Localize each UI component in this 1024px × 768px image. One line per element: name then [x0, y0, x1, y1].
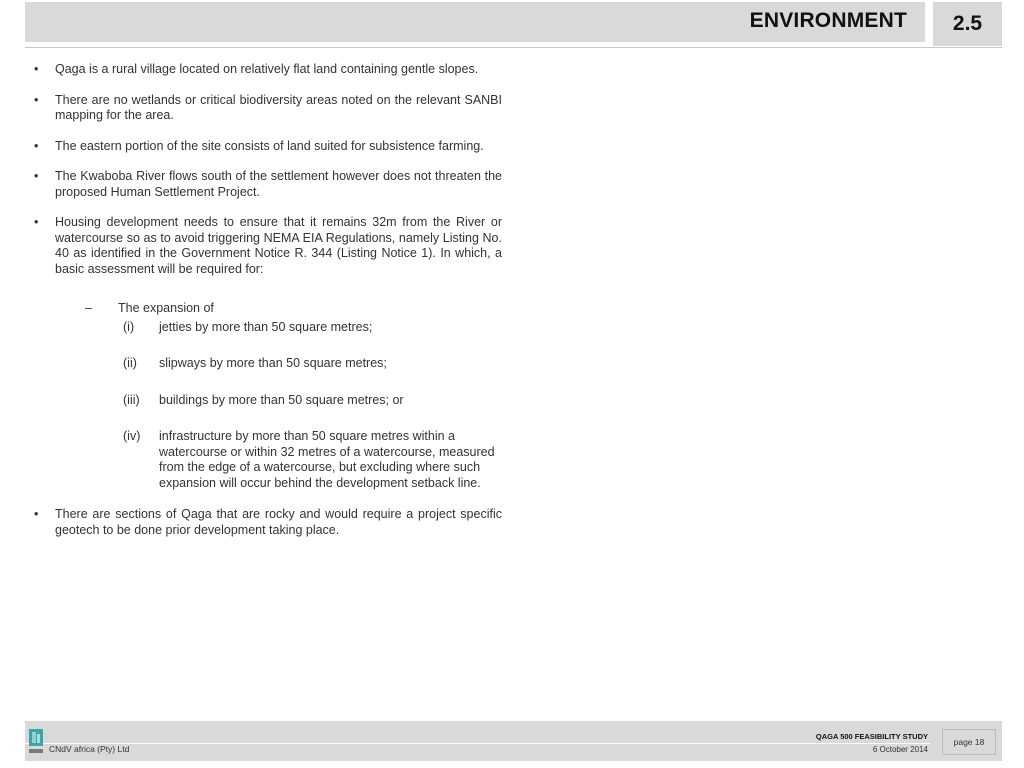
bullet-symbol: • — [34, 92, 39, 107]
sub-list-item — [123, 393, 502, 409]
bullet-text: Qaga is a rural village located on relatively flat land containing gentle slopes. — [55, 62, 479, 76]
bullet-symbol: • — [34, 215, 39, 229]
header-divider — [25, 47, 1002, 48]
company-name: CNdV africa (Pty) Ltd — [49, 744, 130, 754]
list-item — [34, 507, 502, 538]
bullet-symbol: • — [34, 507, 39, 521]
expansion-heading — [85, 301, 502, 317]
page-title: ENVIRONMENT — [749, 9, 907, 32]
bullet-text: There are sections of Qaga that are rocky and would require a project specific geotech to be done prior development taking place. — [55, 507, 502, 537]
sub-item-number: (iv) — [123, 429, 141, 443]
bullet-symbol: • — [34, 62, 39, 76]
sub-item-text: infrastructure by more than 50 square metres within a watercourse or within 32 metres of a watercourse, measured from the edge of a watercourse, but excluding where such expansion will occur behind the development setback line. — [159, 429, 495, 490]
list-item — [34, 139, 502, 155]
page-footer — [25, 721, 1002, 761]
document-date: 6 October 2014 — [872, 745, 928, 754]
sub-item-text: slipways by more than 50 square metres; — [159, 356, 387, 370]
study-title: QAGA 500 FEASIBILITY STUDY — [815, 732, 928, 741]
sub-list-item — [123, 356, 502, 372]
list-item — [34, 62, 502, 78]
bullet-text: The Kwaboba River flows south of the settlement however does not threaten the proposed Human Settlement Project. — [55, 169, 502, 199]
sub-item-number: (iii) — [123, 392, 140, 407]
expansion-list — [123, 320, 502, 492]
sub-list-item — [123, 320, 502, 336]
page-number-box — [942, 729, 996, 755]
bullet-symbol: • — [34, 169, 39, 183]
bullet-text: Housing development needs to ensure that it remains 32m from the River or watercourse so as to avoid triggering NEMA EIA Regulations, namely Listing No. 40 as identified in the Government Notice R. 344 (Listing Notice 1). In which, a basic assessment will be required for: — [55, 215, 502, 276]
bullet-text: The eastern portion of the site consists of land suited for subsistence farming. — [55, 138, 484, 153]
sub-item-number: (i) — [123, 319, 135, 334]
bullet-symbol: • — [34, 138, 39, 153]
expansion-label: The expansion of — [118, 301, 214, 315]
list-item — [34, 215, 502, 277]
title-bar — [25, 2, 925, 42]
sub-list-item — [123, 429, 502, 491]
section-number-box — [933, 2, 1002, 46]
sub-item-number: (ii) — [123, 356, 137, 370]
list-item — [34, 93, 502, 124]
page-number: page 18 — [953, 737, 985, 747]
footer-divider — [25, 743, 930, 744]
main-content — [34, 62, 502, 553]
sub-item-text: buildings by more than 50 square metres; or — [159, 392, 404, 407]
dash-symbol: – — [85, 301, 92, 315]
list-item — [34, 169, 502, 200]
section-number: 2.5 — [952, 12, 983, 35]
cndv-logo-icon — [28, 727, 44, 757]
bullet-text: There are no wetlands or critical biodiversity areas noted on the relevant SANBI mapping for the area. — [55, 92, 502, 122]
page-header — [25, 2, 1002, 44]
sub-item-text: jetties by more than 50 square metres; — [159, 319, 373, 334]
